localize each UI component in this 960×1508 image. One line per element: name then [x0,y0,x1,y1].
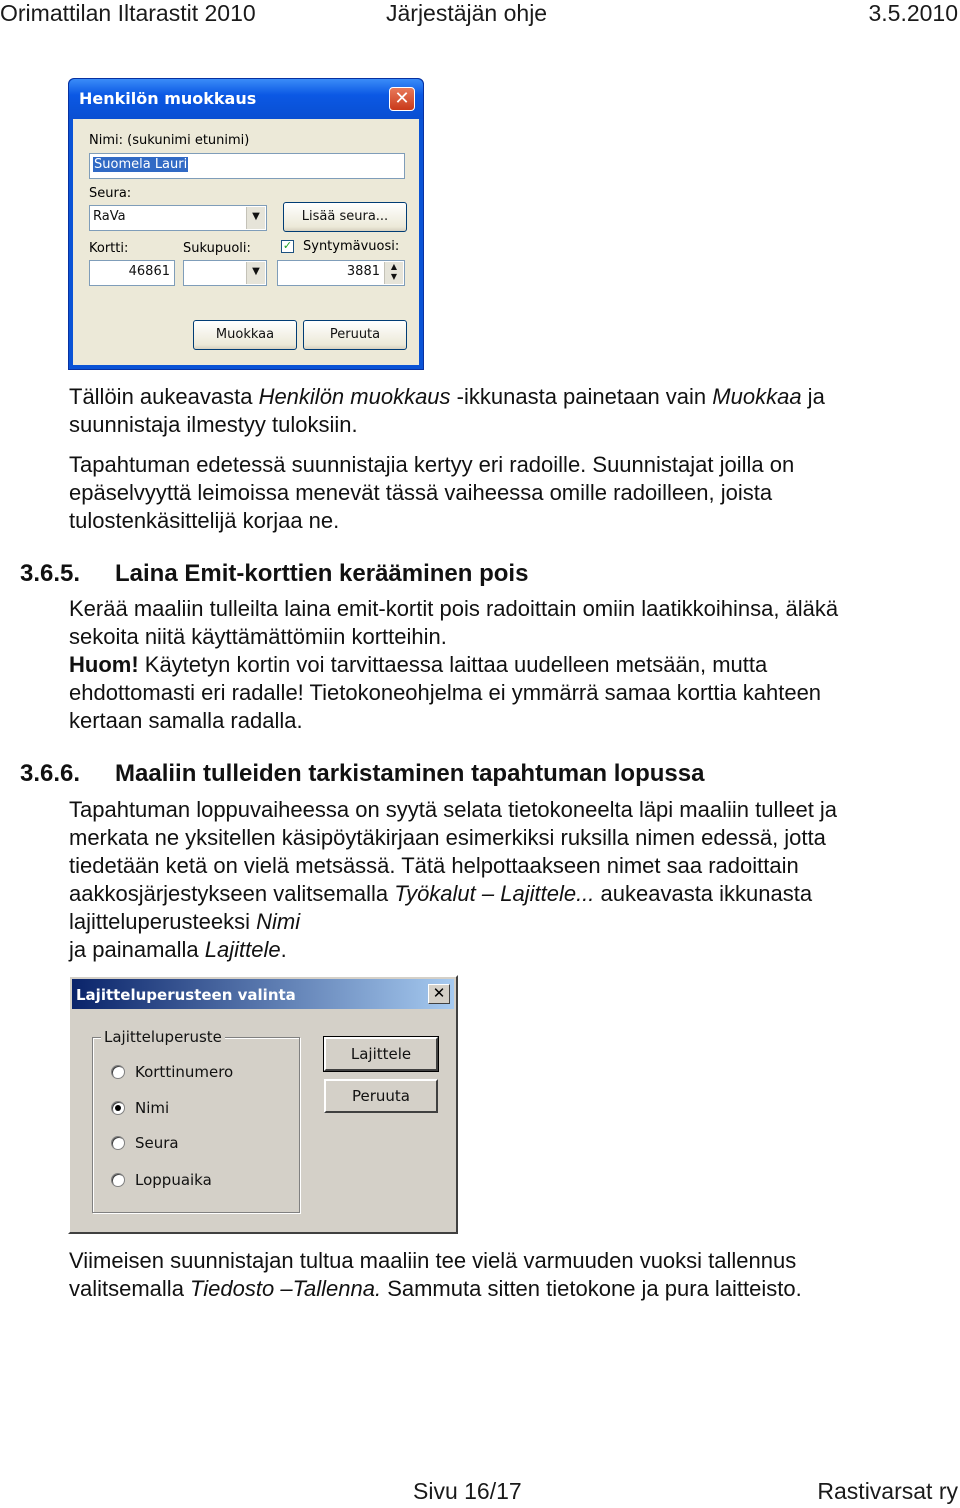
close-icon[interactable]: ✕ [428,984,450,1004]
spinner-icon[interactable]: ▲ ▼ [384,262,403,284]
edit-person-client [73,119,419,365]
section-366-line-6: ja painamalla Lajittele. [69,937,287,962]
name-value: Suomela Lauri [94,157,188,172]
chevron-down-icon[interactable]: ▼ [246,207,265,229]
section-366-line-4: aakkosjärjestykseen valitsemalla Työkalut – Lajittele... aukeavasta ikkunasta [69,881,813,906]
radio-icon[interactable] [111,1136,125,1150]
card-label: Kortti: [89,241,129,256]
radio-option-finish-time[interactable]: Loppuaika [111,1170,212,1190]
section-365-line-3: Huom! Käytetyn kortin voi tarvittaessa laittaa uudelleen metsään, mutta [69,652,768,677]
section-365-body [69,595,944,735]
section-365-line-2: sekoita niitä käyttämättömiin kortteihin. [69,624,447,649]
section-366-line-3: tiedetään ketä on vielä metsässä. Tätä helpottaakseen nimet saa radoittain [69,853,799,878]
paragraph-final-line-2: valitsemalla Tiedosto –Tallenna. Sammuta sitten tietokone ja pura laitteisto. [69,1276,802,1301]
club-select[interactable] [89,205,267,231]
birth-year-checkbox[interactable]: ✓ [282,240,293,252]
section-366-line-2: merkata ne yksitellen käsipöytäkirjaan esimerkiksi ruksilla nimen edessä, jotta [69,825,826,850]
paragraph-2-line-1: Tapahtuman edetessä suunnistajia kertyy eri radoille. Suunnistajat joilla on [69,452,795,477]
section-366-line-5: lajitteluperusteeksi Nimi [69,909,301,934]
footer-organization: Rastivarsat ry [817,1478,958,1504]
sort-criteria-label: Lajitteluperuste [101,1028,225,1046]
paragraph-2-line-2: epäselvyyttä leimoissa menevät tässä vaiheessa omille radoilleen, joista [69,480,773,505]
section-366-title: Maaliin tulleiden tarkistaminen tapahtuman lopussa [115,760,705,787]
radio-option-card-number[interactable]: Korttinumero [111,1062,233,1082]
edit-person-dialog [68,78,424,370]
section-365-heading [20,560,528,588]
radio-option-club[interactable]: Seura [111,1133,179,1153]
section-366-body [69,796,944,964]
card-value: 46861 [128,264,170,279]
section-366-line-1: Tapahtuman loppuvaiheessa on syytä selata tietokoneelta läpi maaliin tulleet ja [69,797,838,822]
sort-dialog-titlebar[interactable] [72,979,454,1009]
gender-select[interactable] [183,260,267,286]
radio-icon[interactable] [111,1173,125,1187]
section-365-line-4: ehdottomasti eri radalle! Tietokoneohjelma ei ymmärrä samaa korttia kahteen [69,680,822,705]
gender-label: Sukupuoli: [183,241,251,256]
paragraph-final-line-1: Viimeisen suunnistajan tultua maaliin tee vielä varmuuden vuoksi tallennus [69,1248,797,1273]
card-input[interactable] [89,260,175,286]
footer-page-number: Sivu 16/17 [413,1478,522,1504]
chevron-down-icon[interactable]: ▼ [246,262,265,284]
section-365-line-1: Kerää maaliin tulleilta laina emit-kortit pois radoittain omiin laatikkoihinsa, äläkä [69,596,839,621]
sort-dialog [68,975,458,1234]
cancel-button[interactable]: Peruuta [303,320,407,350]
paragraph-2 [69,451,944,535]
birth-year-label: Syntymävuosi: [303,239,400,254]
section-365-title: Laina Emit-korttien kerääminen pois [115,560,529,587]
sort-cancel-button[interactable]: Peruuta [324,1079,438,1113]
edit-button[interactable]: Muokkaa [193,320,297,350]
sort-criteria-group [92,1028,300,1213]
radio-option-name[interactable]: Nimi [111,1098,169,1118]
paragraph-1 [69,383,944,439]
birth-year-value: 3881 [346,264,380,279]
header-right: 3.5.2010 [868,0,958,26]
edit-person-titlebar[interactable] [69,79,423,119]
section-365-number: 3.6.5. [20,560,81,587]
sort-dialog-title: Lajitteluperusteen valinta [76,986,296,1004]
close-icon[interactable]: ✕ [389,87,415,111]
section-365-line-5: kertaan samalla radalla. [69,708,303,733]
header-center: Järjestäjän ohje [386,0,548,26]
club-label: Seura: [89,186,132,201]
paragraph-1-line-2: suunnistaja ilmestyy tuloksiin. [69,412,358,437]
section-366-number: 3.6.6. [20,760,81,787]
edit-person-title: Henkilön muokkaus [79,89,257,108]
paragraph-1-line-1: Tällöin aukeavasta Henkilön muokkaus -ikkunasta painetaan vain Muokkaa ja [69,384,825,409]
birth-year-input[interactable] [277,260,405,286]
name-input[interactable] [89,153,405,179]
club-value: RaVa [93,209,126,224]
radio-icon[interactable] [111,1065,125,1079]
name-label: Nimi: (sukunimi etunimi) [89,133,250,148]
sort-button[interactable]: Lajittele [324,1037,438,1071]
paragraph-final [69,1247,944,1303]
header-left: Orimattilan Iltarastit 2010 [0,0,256,26]
section-366-heading [20,760,704,788]
radio-selected-icon[interactable] [111,1101,125,1115]
add-club-button[interactable]: Lisää seura... [283,202,407,232]
paragraph-2-line-3: tulostenkäsittelijä korjaa ne. [69,508,340,533]
